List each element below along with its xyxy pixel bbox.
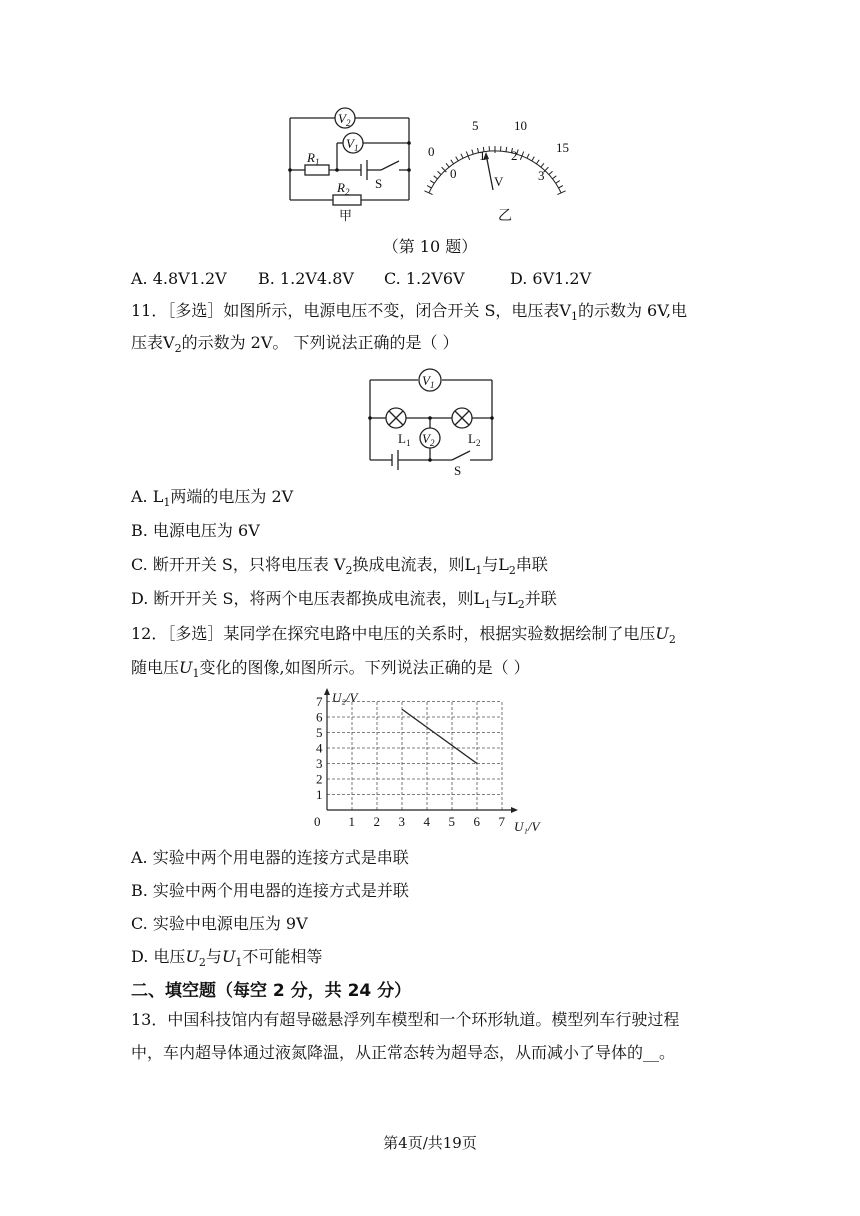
- chart-x-axis-label: U₁/V: [514, 819, 540, 834]
- chart-x-arrow: [511, 807, 518, 813]
- chart-y-tick-label: 1: [316, 787, 323, 802]
- dial-tick-mark: [527, 154, 529, 159]
- q11-v1-label: $V_1$: [422, 373, 435, 390]
- q10-option-d[interactable]: D. 6V1.2V: [510, 269, 592, 288]
- q11-option-d[interactable]: D. 断开开关 S，将两个电压表都换成电流表，则$L_1$与$L_2$并联: [131, 589, 557, 612]
- q10-option-a[interactable]: A. 4.8V1.2V: [131, 269, 227, 288]
- dial-tick-mark: [541, 163, 544, 167]
- dial-tick-mark: [532, 157, 535, 161]
- dial-tick-mark: [427, 186, 431, 188]
- q12-stem-line2: 随电压$U_1$变化的图像,如图所示。下列说法正确的是（ ）: [131, 658, 530, 681]
- dial-tick-mark: [559, 186, 563, 188]
- chart-x-tick-label: 7: [498, 814, 505, 829]
- q12-stem-line1: 12．［多选］某同学在探究电路中电压的关系时，根据实验数据绘制了电压$U_2$: [131, 624, 676, 647]
- q12-option-c[interactable]: C. 实验中电源电压为 9V: [131, 914, 308, 933]
- q11-l2-label: $L_2$: [468, 431, 481, 448]
- q12-option-a[interactable]: A. 实验中两个用电器的连接方式是串联: [131, 848, 409, 867]
- section-2-title: 二、填空题（每空 2 分，共 24 分）: [131, 981, 412, 1001]
- q10-voltmeter-dial-yi: [420, 112, 580, 224]
- chart-x-tick-label: 6: [473, 814, 480, 829]
- chart-y-axis-label: U₂/V: [332, 690, 358, 705]
- dial-tick-mark: [472, 150, 474, 155]
- yi-figure-label: 乙: [498, 209, 512, 224]
- dial-tick-mark: [552, 176, 556, 179]
- dial-pointer: [486, 154, 493, 190]
- q11-v2-label: $V_2$: [422, 431, 435, 448]
- q10-caption: （第 10 题）: [382, 237, 478, 256]
- dial-tick-mark: [438, 171, 442, 174]
- q12-option-b[interactable]: B. 实验中两个用电器的连接方式是并联: [131, 881, 409, 900]
- chart-x-tick-label: 4: [423, 814, 430, 829]
- dial-tick-mark: [536, 160, 539, 164]
- dial-bottom-tick-2: 2: [511, 148, 518, 163]
- dial-top-tick-0: 0: [428, 144, 435, 159]
- chart-x-tick-label: 2: [373, 814, 380, 829]
- q12-option-d[interactable]: D. 电压$U_2$与$U_1$不可能相等: [131, 947, 323, 970]
- dial-tick-mark: [549, 171, 553, 174]
- q11-option-b[interactable]: B. 电源电压为 6V: [131, 521, 260, 540]
- dial-tick-mark: [506, 147, 507, 152]
- jia-v2-label: $V_2$: [338, 111, 351, 128]
- dial-tick-mark: [556, 181, 560, 184]
- dial-v-label: V: [494, 174, 504, 189]
- q11-circuit: [364, 363, 496, 478]
- dial-tick-mark: [434, 176, 438, 179]
- page-footer: 第4页/共19页: [383, 1134, 477, 1152]
- chart-origin-label: 0: [314, 814, 321, 829]
- chart-y-tick-label: 5: [316, 725, 323, 740]
- q10-option-c[interactable]: C. 1.2V6V: [384, 269, 465, 288]
- dial-tick-mark: [451, 160, 454, 164]
- dial-top-tick-15: 15: [556, 140, 569, 155]
- chart-y-tick-label: 7: [316, 694, 323, 709]
- dial-tick-mark: [430, 181, 434, 184]
- q11-stem-line1: 11．［多选］如图所示，电源电压不变，闭合开关 S，电压表$V_1$的示数为 6V,电: [131, 301, 688, 324]
- jia-figure-label: 甲: [339, 208, 353, 223]
- dial-bottom-tick-1: 1: [479, 148, 486, 163]
- q11-stem-line2: 压表$V_2$的示数为 2V。 下列说法正确的是（ ）: [131, 333, 459, 356]
- chart-x-tick-label: 5: [448, 814, 455, 829]
- dial-bottom-tick-0: 0: [450, 166, 457, 181]
- chart-y-tick-label: 4: [316, 740, 323, 756]
- dial-tick-mark: [446, 163, 449, 167]
- chart-x-tick-label: 1: [348, 814, 355, 829]
- q12-voltage-chart: [300, 686, 550, 836]
- dial-tick-mark: [456, 157, 459, 161]
- chart-x-tick-label: 3: [398, 814, 405, 829]
- chart-y-tick-label: 6: [316, 709, 323, 725]
- q10-options: [131, 269, 591, 289]
- q11-option-c[interactable]: C. 断开开关 S，只将电压表 $V_2$换成电流表，则$L_1$与$L_2$串联: [131, 555, 548, 578]
- chart-y-arrow: [324, 688, 330, 695]
- jia-v1-label: $V_1$: [346, 136, 359, 153]
- q10-circuit-jia: [285, 100, 415, 225]
- jia-r1-label: $R_1$: [307, 150, 320, 167]
- dial-top-tick-10: 10: [514, 118, 527, 133]
- dial-bottom-tick-3: 3: [538, 168, 545, 183]
- q11-option-a[interactable]: A. $L_1$两端的电压为 2V: [131, 487, 294, 510]
- q11-switch-label: S: [454, 463, 462, 478]
- jia-switch-label: S: [375, 176, 383, 191]
- jia-r2-label: $R_2$: [337, 180, 350, 197]
- chart-y-tick-label: 3: [316, 756, 323, 771]
- q13-stem-line1: 13．中国科技馆内有超导磁悬浮列车模型和一个环形轨道。模型列车行驶过程: [131, 1010, 680, 1029]
- q10-option-b[interactable]: B. 1.2V4.8V: [258, 269, 354, 288]
- dial-tick-mark: [461, 154, 463, 159]
- chart-y-tick-label: 2: [316, 771, 323, 787]
- q11-l1-label: $L_1$: [398, 431, 411, 448]
- dial-top-tick-5: 5: [472, 118, 479, 133]
- q13-stem-line2: 中，车内超导体通过液氮降温，从正常态转为超导态，从而减小了导体的__。: [131, 1043, 676, 1062]
